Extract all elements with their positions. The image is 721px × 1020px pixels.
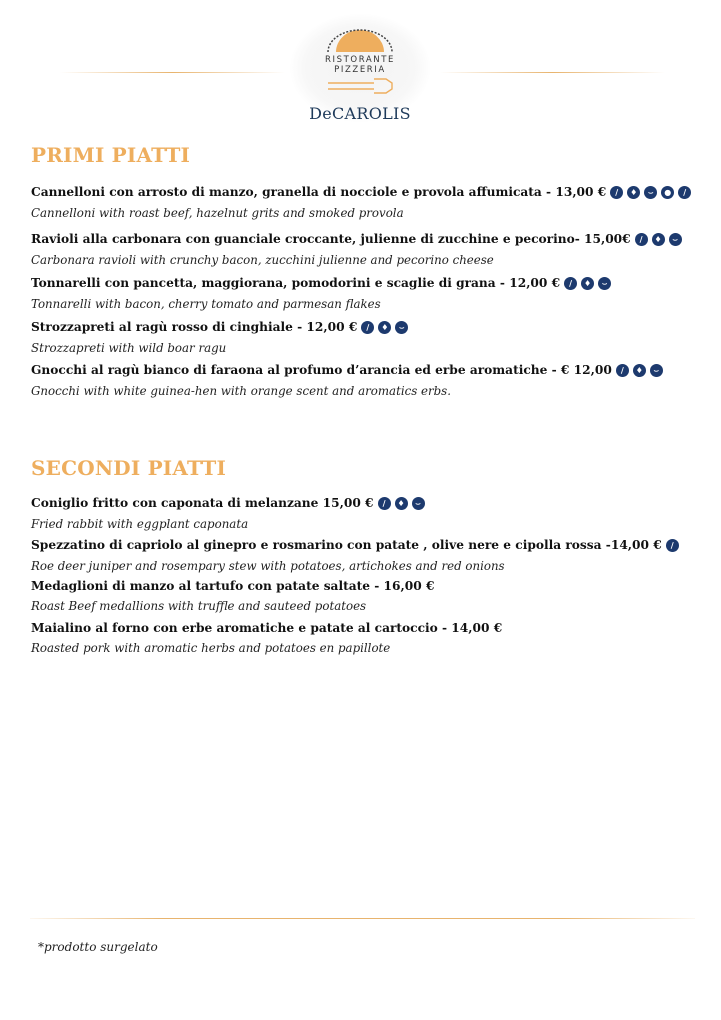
logo-line2: PIZZERIA xyxy=(334,65,386,75)
menu-item-name-text: Tonnarelli con pancetta, maggiorana, pomodorini e scaglie di grana - 12,00 € xyxy=(31,276,561,290)
menu-item xyxy=(31,362,701,399)
allergen-icon: ♦ xyxy=(395,497,408,510)
allergen-icon: ♦ xyxy=(627,186,640,199)
allergen-icon: ⌣ xyxy=(412,497,425,510)
menu-item-name-text: Ravioli alla carbonara con guanciale croccante, julienne di zucchine e pecorino- 15,00€ xyxy=(31,232,631,246)
menu-item-name xyxy=(31,231,701,248)
allergen-icon: ♦ xyxy=(378,321,391,334)
menu-item-name xyxy=(31,275,701,292)
menu-item xyxy=(31,184,701,221)
allergen-icon: ∕ xyxy=(616,364,629,377)
allergen-icon: ♦ xyxy=(633,364,646,377)
menu-item-name xyxy=(31,620,701,636)
allergen-icon: ⌣ xyxy=(669,233,682,246)
menu-item-name-text: Maialino al forno con erbe aromatiche e patate al cartoccio - 14,00 € xyxy=(31,621,503,635)
allergen-icon: ⌣ xyxy=(395,321,408,334)
menu-item xyxy=(31,620,701,656)
header-divider-left xyxy=(60,72,285,73)
allergen-icon: ⌣ xyxy=(598,277,611,290)
allergen-icon: ● xyxy=(661,186,674,199)
menu-item-translation: Cannelloni with roast beef, hazelnut grits and smoked provola xyxy=(31,205,404,220)
allergen-icon: ∕ xyxy=(666,539,679,552)
menu-item-name-text: Cannelloni con arrosto di manzo, granella di nocciole e provola affumicata - 13,00 € xyxy=(31,185,607,199)
section-title-primi: PRIMI PIATTI xyxy=(31,143,191,167)
allergen-icon: ⌣ xyxy=(650,364,663,377)
menu-item-name xyxy=(31,578,701,594)
allergen-icons xyxy=(361,320,412,336)
logo-line1: RISTORANTE xyxy=(325,55,395,65)
menu-item-translation: Tonnarelli with bacon, cherry tomato and parmesan flakes xyxy=(31,296,381,311)
menu-item xyxy=(31,578,701,614)
allergen-icon: ∕ xyxy=(564,277,577,290)
menu-item-name-text: Medaglioni di manzo al tartufo con patate saltate - 16,00 € xyxy=(31,579,435,593)
section-title-secondi: SECONDI PIATTI xyxy=(31,456,226,480)
allergen-icon: ∕ xyxy=(610,186,623,199)
allergen-icons xyxy=(635,232,686,248)
menu-item-name-text: Strozzapreti al ragù rosso di cinghiale - 12,00 € xyxy=(31,320,358,334)
menu-item xyxy=(31,231,701,268)
logo-name: DeCAROLIS xyxy=(309,104,411,123)
pizza-oven-arch-icon xyxy=(322,28,398,54)
allergen-icon: ∕ xyxy=(678,186,691,199)
menu-item xyxy=(31,495,701,532)
footer-divider xyxy=(30,918,695,919)
menu-item-name xyxy=(31,319,701,336)
menu-item-translation: Roast Beef medallions with truffle and sauteed potatoes xyxy=(31,599,367,613)
allergen-icon: ♦ xyxy=(652,233,665,246)
menu-item-name xyxy=(31,495,701,512)
allergen-icons xyxy=(378,496,429,512)
menu-item-translation: Fried rabbit with eggplant caponata xyxy=(31,516,249,531)
menu-item-translation: Roe deer juniper and rosempary stew with potatoes, artichokes and red onions xyxy=(31,558,505,573)
allergen-icon: ⌣ xyxy=(644,186,657,199)
menu-item-name-text: Gnocchi al ragù bianco di faraona al profumo d’arancia ed erbe aromatiche - € 12,00 xyxy=(31,363,612,377)
menu-item-translation: Strozzapreti with wild boar ragu xyxy=(31,340,227,355)
menu-item-translation: Roasted pork with aromatic herbs and potatoes en papillote xyxy=(31,641,391,655)
allergen-icons xyxy=(610,185,695,201)
allergen-icon: ♦ xyxy=(581,277,594,290)
menu-item-name xyxy=(31,537,701,554)
allergen-icon: ∕ xyxy=(361,321,374,334)
menu-item xyxy=(31,319,701,356)
restaurant-logo xyxy=(290,14,430,122)
allergen-icons xyxy=(666,538,683,554)
header-divider-right xyxy=(440,72,665,73)
allergen-icon: ∕ xyxy=(635,233,648,246)
menu-item-name xyxy=(31,362,701,379)
allergen-icon: ∕ xyxy=(378,497,391,510)
menu-item-translation: Carbonara ravioli with crunchy bacon, zucchini julienne and pecorino cheese xyxy=(31,252,494,267)
allergen-icons xyxy=(564,276,615,292)
footer-note: *prodotto surgelato xyxy=(38,940,158,954)
menu-item xyxy=(31,275,701,312)
menu-item xyxy=(31,537,701,574)
allergen-icons xyxy=(616,363,667,379)
menu-item-translation: Gnocchi with white guinea-hen with orange scent and aromatics erbs. xyxy=(31,383,451,398)
menu-item-name-text: Coniglio fritto con caponata di melanzane 15,00 € xyxy=(31,496,374,510)
fork-icon xyxy=(322,75,398,97)
menu-item-name-text: Spezzatino di capriolo al ginepro e rosmarino con patate , olive nere e cipolla rossa -14,00 € xyxy=(31,538,662,552)
menu-item-name xyxy=(31,184,701,201)
